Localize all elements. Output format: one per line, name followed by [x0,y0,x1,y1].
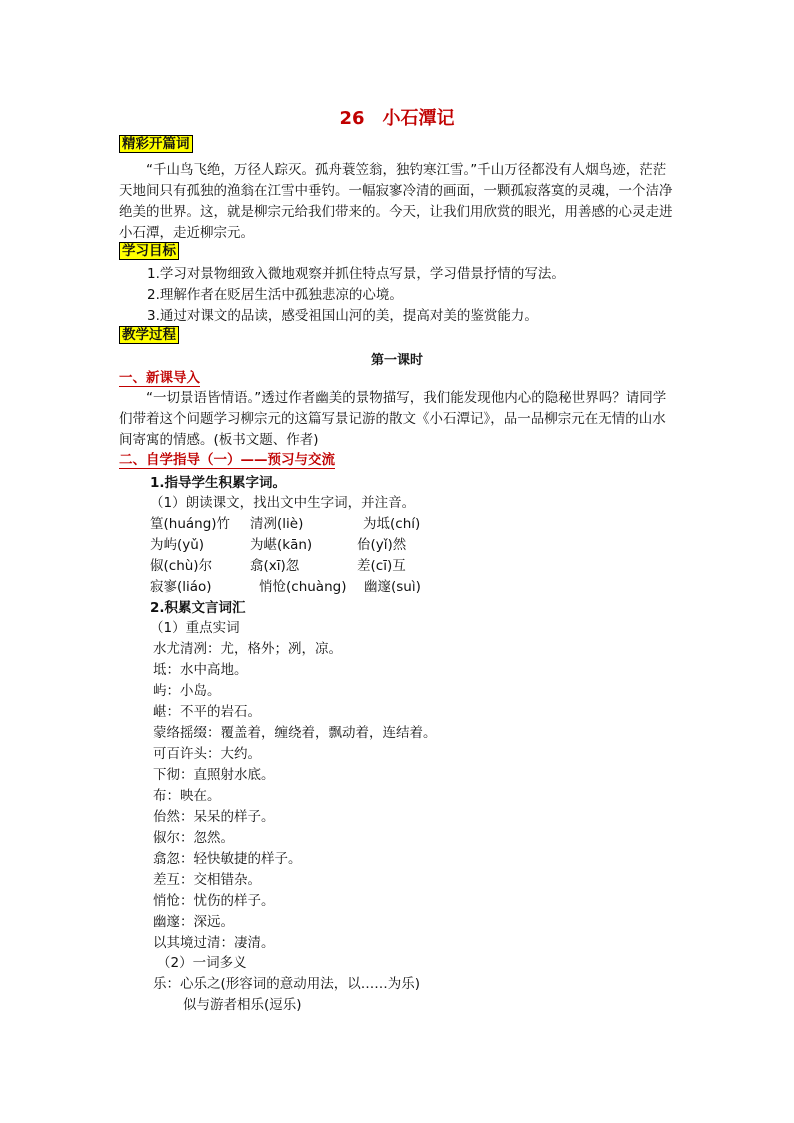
pinyin-cell: 篁(huáng)竹 [150,516,231,532]
vocab-item: 蒙络摇缀：覆盖着，缠绕着，飘动着，连结着。 [153,725,437,741]
vocab-item: 幽邃：深远。 [153,914,234,930]
vocab-item: 布：映在。 [153,788,221,804]
section1-paragraph: “一切景语皆情语。”透过作者幽美的景物描写，我们能发现他内心的隐秘世界吗？请同学们带着这个问题学习柳宗元的这篇写景记游的散文《小石潭记》，品一品柳宗元在无情的山水间寄寓的情感。(板书文题、作者) [119,390,667,448]
pinyin-cell: 差(cī)互 [357,558,406,574]
section2-heading [119,451,335,469]
section1-heading [119,369,200,387]
intro-tag-label: 精彩开篇词 [119,135,193,153]
step2-subheading: （1）重点实词 [150,620,240,636]
pinyin-cell: 清冽(liè) [250,516,304,532]
intro-paragraph: “千山鸟飞绝，万径人踪灭。孤舟蓑笠翁，独钓寒江雪。”千山万径都没有人烟鸟迹，茫茫天地间只有孤独的渔翁在江雪中垂钓。一幅寂寥冷清的画面，一颗孤寂落寞的灵魂，一个洁净绝美的世界。这，就是柳宗元给我们带来的。今天，让我们用欣赏的眼光，用善感的心灵走进小石潭，走近柳宗元。 [119,162,673,241]
pinyin-cell: 为坻(chí) [363,516,421,532]
pinyin-cell: 翕(xī)忽 [250,558,300,574]
vocab-item: 翕忽：轻快敏捷的样子。 [153,851,302,867]
process-tag [119,327,179,344]
section2-heading-text: 二、自学指导（一） [119,452,241,468]
lesson-heading: 第一课时 [370,353,423,368]
vocab-item: 下彻：直照射水底。 [153,767,275,783]
polysemy-line: 乐：心乐之(形容词的意动用法，以……为乐) [153,976,421,992]
polysemy-heading: （2）一词多义 [157,955,247,971]
pinyin-cell: 俶(chù)尔 [150,558,213,574]
goal-item: 2.理解作者在贬居生活中孤独悲凉的心境。 [147,287,403,303]
vocab-item: 悄怆：忧伤的样子。 [153,893,275,909]
vocab-item: 嵁：不平的岩石。 [153,704,261,720]
pinyin-cell: 为嵁(kān) [250,537,313,553]
vocab-item: 差互：交相错杂。 [153,872,261,888]
intro-tag [119,136,193,153]
pinyin-cell: 寂寥(liáo) [150,579,212,595]
vocab-item: 水尤清冽：尤，格外；冽，凉。 [153,641,342,657]
step1-subheading: （1）朗读课文，找出文中生字词，并注音。 [150,495,416,511]
vocab-item: 坻：水中高地。 [153,662,248,678]
vocab-item: 屿：小岛。 [153,683,221,699]
goals-tag-label: 学习目标 [119,242,179,260]
page-title: 26 小石潭记 [339,108,455,129]
vocab-item: 可百许头：大约。 [153,746,261,762]
pinyin-cell: 悄怆(chuàng) [259,579,347,595]
step2-heading: 2.积累文言词汇 [150,600,246,616]
section2-heading-sub: ——预习与交流 [240,452,335,468]
step1-heading: 1.指导学生积累字词。 [150,475,287,491]
pinyin-cell: 为屿(yǔ) [150,537,205,553]
process-tag-label: 教学过程 [119,326,179,344]
vocab-item: 俶尔：忽然。 [153,830,234,846]
goal-item: 1.学习对景物细致入微地观察并抓住特点写景，学习借景抒情的写法。 [147,266,565,282]
vocab-item: 以其境过清：凄清。 [153,935,275,951]
vocab-item: 佁然：呆呆的样子。 [153,809,275,825]
pinyin-cell: 幽邃(suì) [364,579,421,595]
polysemy-line: 似与游者相乐(逗乐) [183,997,302,1013]
goal-item: 3.通过对课文的品读，感受祖国山河的美，提高对美的鉴赏能力。 [147,308,538,324]
section1-heading-text: 一、新课导入 [119,370,200,386]
goals-tag [119,243,179,260]
pinyin-cell: 佁(yǐ)然 [357,537,407,553]
